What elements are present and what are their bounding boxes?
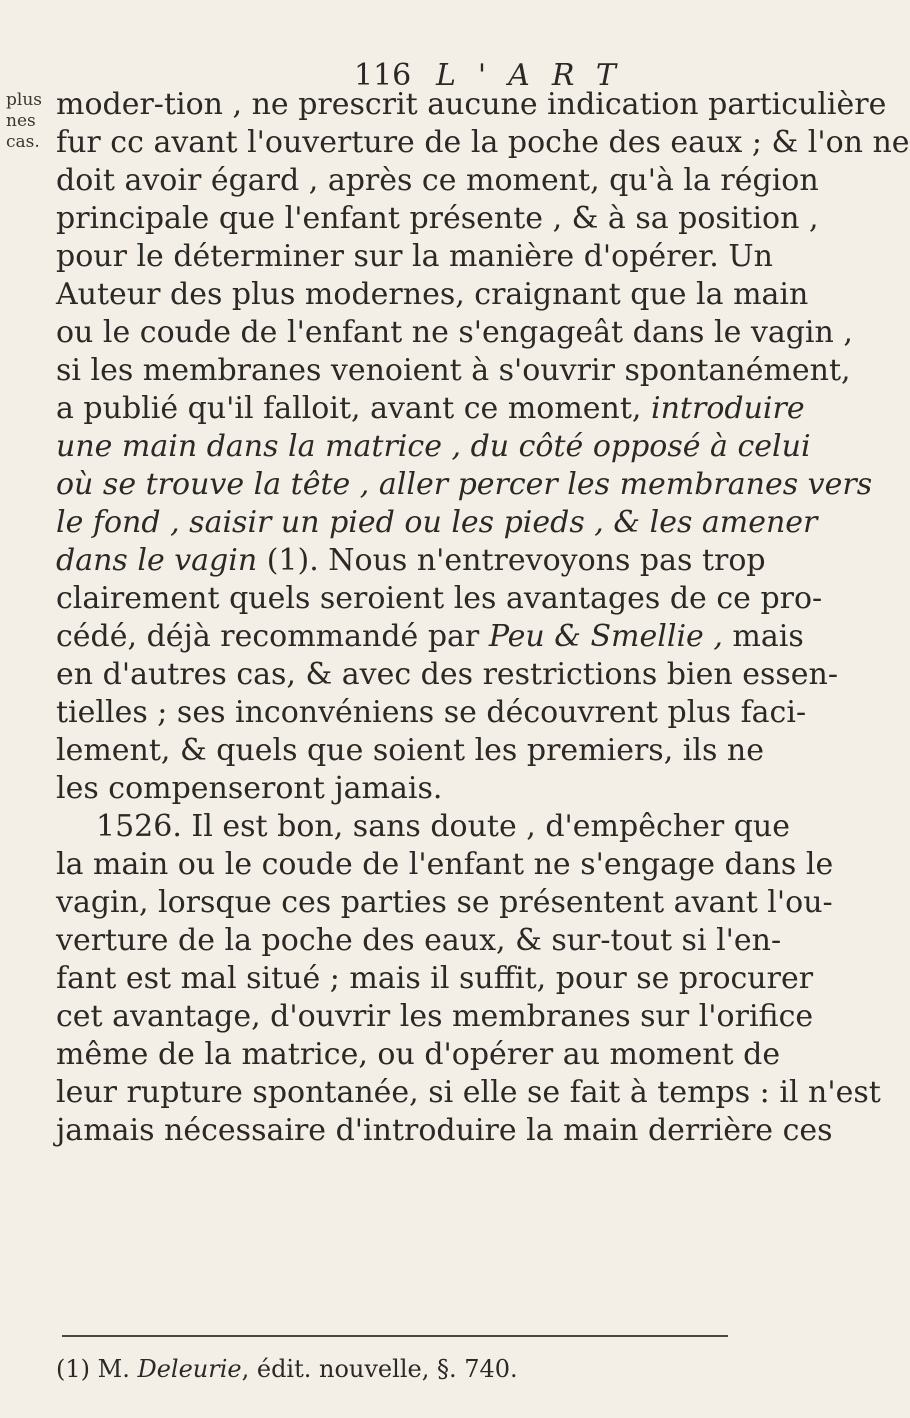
text-line — [56, 542, 772, 580]
margin-note-line: nes — [6, 111, 36, 131]
text-line: moder-tion , ne prescrit aucune indication particulière — [56, 87, 887, 122]
text-span: cédé, déjà recommandé par — [56, 619, 480, 654]
paragraph-start: 1526. Il est bon, sans doute , d'empêcher que — [96, 809, 790, 844]
italic-span: introduire — [651, 391, 805, 426]
italic-span: dans le vagin — [56, 543, 258, 578]
italic-span: une main dans la matrice , du côté opposé à celui — [56, 429, 811, 464]
margin-note — [6, 90, 48, 153]
text-line: lement, & quels que soient les premiers, ils ne — [56, 733, 764, 768]
italic-span: où se trouve la tête , aller percer les membranes vers — [56, 467, 873, 502]
body-text — [56, 86, 910, 1150]
italic-span: Peu & Smellie , — [488, 619, 723, 654]
text-line: principale que l'enfant présente , & à sa position , — [56, 201, 819, 236]
text-line — [56, 390, 805, 428]
text-line: la main ou le coude de l'enfant ne s'engage dans le — [56, 847, 834, 882]
text-line: cet avantage, d'ouvrir les membranes sur l'orifice — [56, 999, 814, 1034]
text-line — [56, 504, 818, 542]
footnote-author: Deleurie — [137, 1355, 242, 1383]
text-line: doit avoir égard , après ce moment, qu'à la région — [56, 163, 819, 198]
running-head: L'ART — [436, 58, 638, 93]
text-line: les compenseront jamais. — [56, 771, 443, 806]
text-line: Auteur des plus modernes, craignant que la main — [56, 277, 809, 312]
text-line: clairement quels seroient les avantages de ce pro- — [56, 581, 823, 616]
italic-span: le fond , saisir un pied ou les pieds , & les amener — [56, 505, 818, 540]
margin-note-line: cas. — [6, 132, 40, 152]
text-line: leur rupture spontanée, si elle se fait à temps : il n'est — [56, 1075, 881, 1110]
text-line: jamais nécessaire d'introduire la main derrière ces — [56, 1113, 833, 1148]
text-span: (1). Nous n'entrevoyons pas trop — [257, 543, 766, 578]
text-line: tielles ; ses inconvéniens se découvrent plus faci- — [56, 695, 807, 730]
text-line: verture de la poche des eaux, & sur-tout si l'en- — [56, 923, 782, 958]
text-line: si les membranes venoient à s'ouvrir spontanément, — [56, 353, 851, 388]
footnote — [56, 1354, 756, 1384]
text-line: ou le coude de l'enfant ne s'engageât dans le vagin , — [56, 315, 853, 350]
text-line: vagin, lorsque ces parties se présentent avant l'ou- — [56, 885, 833, 920]
text-line: en d'autres cas, & avec des restrictions bien essen- — [56, 657, 838, 692]
footnote-marker: (1) M. — [56, 1355, 130, 1383]
text-line: même de la matrice, ou d'opérer au moment de — [56, 1037, 781, 1072]
text-line — [56, 466, 873, 504]
text-span: a publié qu'il falloit, avant ce moment, — [56, 391, 642, 426]
text-line: fant est mal situé ; mais il suffit, pour se procurer — [56, 961, 814, 996]
page-number: 116 — [354, 58, 412, 93]
text-line — [56, 428, 811, 466]
text-span: mais — [722, 619, 804, 654]
footnote-divider — [62, 1335, 728, 1337]
text-line: fur cc avant l'ouverture de la poche des eaux ; & l'on ne — [56, 125, 910, 160]
margin-note-line: plus — [6, 90, 42, 110]
footnote-text: , édit. nouvelle, §. 740. — [241, 1355, 518, 1383]
text-line: pour le déterminer sur la manière d'opérer. Un — [56, 239, 773, 274]
text-line — [56, 618, 804, 656]
